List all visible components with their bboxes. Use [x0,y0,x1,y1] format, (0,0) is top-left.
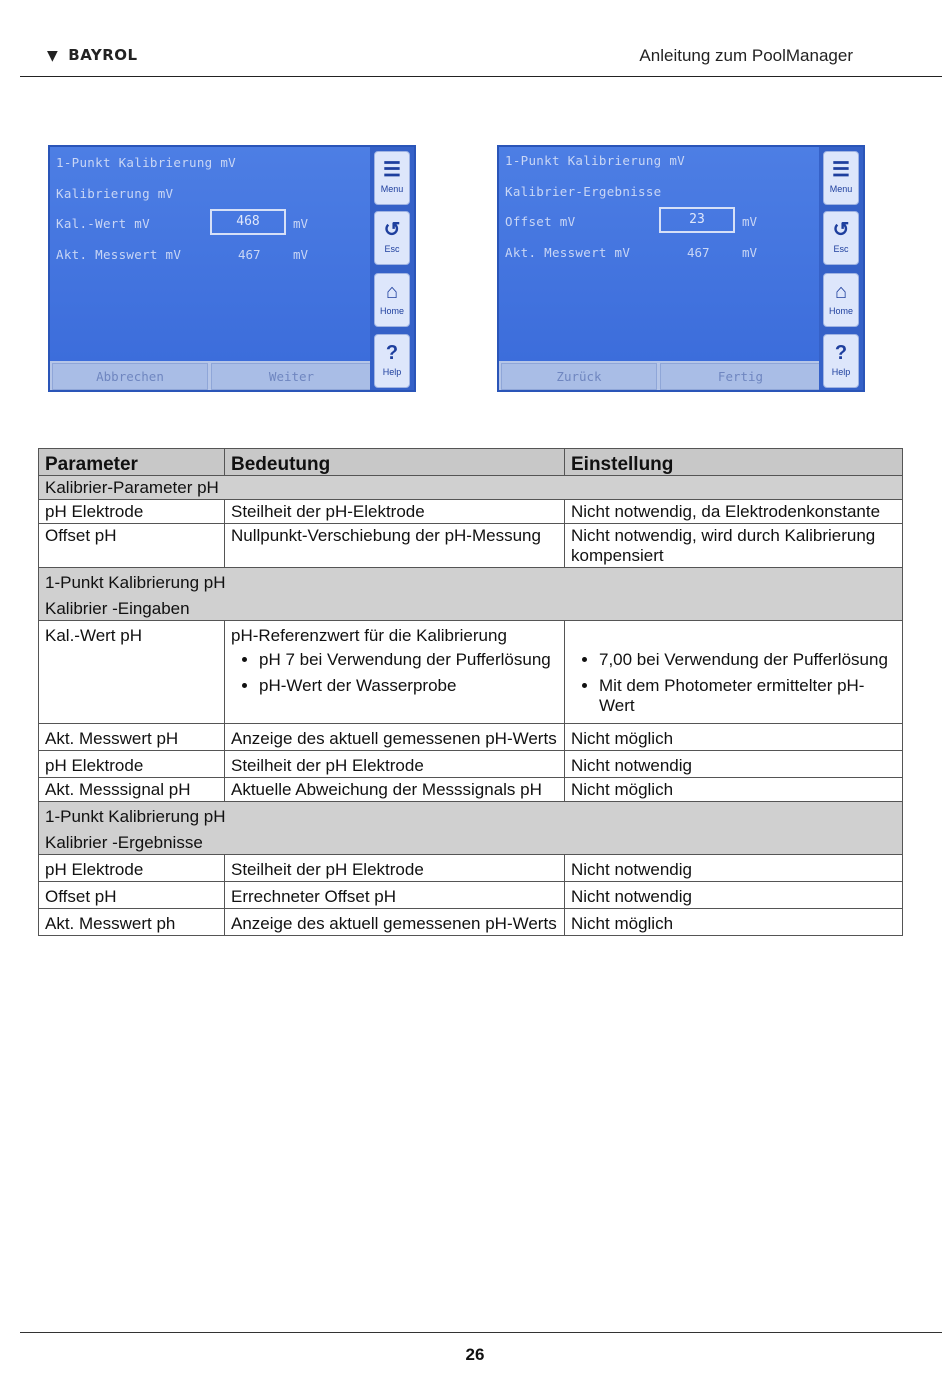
measure-value: 467 [238,247,261,262]
cell-setting [565,621,903,724]
field-unit: mV [742,214,758,229]
screen-title: 1-Punkt Kalibrierung mV [505,153,685,168]
screen-subtitle: Kalibrierung mV [56,186,174,201]
field-unit: mV [293,216,309,231]
home-icon: ⌂ [385,281,399,303]
softkey-bar [50,361,374,392]
finish-button[interactable]: Fertig [660,363,821,390]
help-button[interactable]: ? Help [374,334,410,388]
footer-rule [20,1332,942,1333]
list-item: • pH-Wert der Wasserprobe [259,676,558,696]
header-bedeutung: Bedeutung [225,449,565,476]
cell-parameter: Kal.-Wert pH [39,621,225,724]
next-button[interactable]: Weiter [211,363,372,390]
table-row [39,500,903,524]
cell-meaning: Steilheit der pH Elektrode [225,855,565,882]
menu-button[interactable]: ☰ Menu [374,151,410,205]
header-einstellung: Einstellung [565,449,903,476]
section-row [39,476,903,500]
calibration-screen-input [48,145,416,392]
section-row [39,802,903,855]
header-parameter: Parameter [39,449,225,476]
cell-meaning: Nullpunkt-Verschiebung der pH-Messung [225,524,565,568]
section-subtitle: Kalibrier -Eingaben [45,599,190,618]
page-number: 26 [465,1345,485,1364]
table-row [39,882,903,909]
cell-parameter: Offset pH [39,882,225,909]
measure-unit: mV [742,245,758,260]
cell-parameter: pH Elektrode [39,500,225,524]
table-row [39,855,903,882]
parameter-table [38,448,903,936]
esc-button[interactable]: ↺ Esc [823,211,859,265]
section-row [39,568,903,621]
cell-setting: Nicht möglich [565,909,903,936]
offset-value-box[interactable]: 23 [659,207,735,233]
document-title: Anleitung zum PoolManager [639,46,853,65]
section-title: 1-Punkt Kalibrierung pH [45,807,226,826]
measure-label: Akt. Messwert mV [56,247,182,262]
field-label: Kal.-Wert mV [56,216,150,231]
section-label: Kalibrier-Parameter pH [39,476,903,500]
meaning-list [231,650,558,696]
logo-text: BAYROL [68,46,138,64]
menu-icon: ☰ [832,159,850,181]
cell-meaning [225,621,565,724]
back-arrow-icon: ↺ [383,219,401,241]
setting-list [571,650,896,716]
measure-unit: mV [293,247,309,262]
cell-meaning: Aktuelle Abweichung der Messsignals pH [225,778,565,802]
cell-meaning: Anzeige des aktuell gemessenen pH-Werts [225,724,565,751]
cell-meaning: Anzeige des aktuell gemessenen pH-Werts [225,909,565,936]
cell-setting: Nicht notwendig, da Elektrodenkonstante [565,500,903,524]
field-label: Offset mV [505,214,576,229]
softkey-bar [499,361,823,392]
cell-setting: Nicht notwendig [565,855,903,882]
table-row [39,778,903,802]
page-header [20,40,942,77]
section-title: 1-Punkt Kalibrierung pH [45,573,226,592]
lcd-area [499,147,823,361]
measure-label: Akt. Messwert mV [505,245,631,260]
value-input-box[interactable]: 468 [210,209,286,235]
bayrol-logo: ▼ BAYROL [47,46,138,64]
cell-parameter: pH Elektrode [39,855,225,882]
section-label [39,568,903,621]
measure-value: 467 [687,245,710,260]
side-button-panel [819,147,863,392]
cell-parameter: Akt. Messsignal pH [39,778,225,802]
section-label [39,802,903,855]
cell-setting: Nicht notwendig, wird durch Kalibrierung kompensiert [565,524,903,568]
list-item: • Mit dem Photometer ermittelter pH-Wert [599,676,896,716]
cell-parameter: pH Elektrode [39,751,225,778]
cell-setting: Nicht möglich [565,778,903,802]
back-arrow-icon: ↺ [832,219,850,241]
table-row [39,724,903,751]
cell-meaning: Steilheit der pH-Elektrode [225,500,565,524]
menu-button[interactable]: ☰ Menu [823,151,859,205]
list-item: • pH 7 bei Verwendung der Pufferlösung [259,650,558,670]
back-button[interactable]: Zurück [501,363,657,390]
home-button[interactable]: ⌂ Home [823,273,859,327]
help-icon: ? [385,342,399,364]
esc-button[interactable]: ↺ Esc [374,211,410,265]
cell-meaning: Errechneter Offset pH [225,882,565,909]
menu-icon: ☰ [383,159,401,181]
help-button[interactable]: ? Help [823,334,859,388]
home-icon: ⌂ [834,281,848,303]
table-row [39,909,903,936]
list-item: • 7,00 bei Verwendung der Pufferlösung [599,650,896,670]
table-row [39,621,903,724]
cancel-button[interactable]: Abbrechen [52,363,208,390]
table-row [39,751,903,778]
cell-setting: Nicht notwendig [565,751,903,778]
home-button[interactable]: ⌂ Home [374,273,410,327]
table-row [39,524,903,568]
cell-setting: Nicht möglich [565,724,903,751]
screen-subtitle: Kalibrier-Ergebnisse [505,184,662,199]
cell-parameter: Akt. Messwert pH [39,724,225,751]
cell-meaning: Steilheit der pH Elektrode [225,751,565,778]
side-button-panel [370,147,414,392]
section-subtitle: Kalibrier -Ergebnisse [45,833,203,852]
meaning-text: pH-Referenzwert für die Kalibrierung [231,626,507,645]
cell-parameter: Akt. Messwert ph [39,909,225,936]
table-header-row [39,449,903,476]
calibration-screen-result [497,145,865,392]
cell-parameter: Offset pH [39,524,225,568]
help-icon: ? [834,342,848,364]
lcd-area [50,147,374,361]
cell-setting: Nicht notwendig [565,882,903,909]
screen-title: 1-Punkt Kalibrierung mV [56,155,236,170]
